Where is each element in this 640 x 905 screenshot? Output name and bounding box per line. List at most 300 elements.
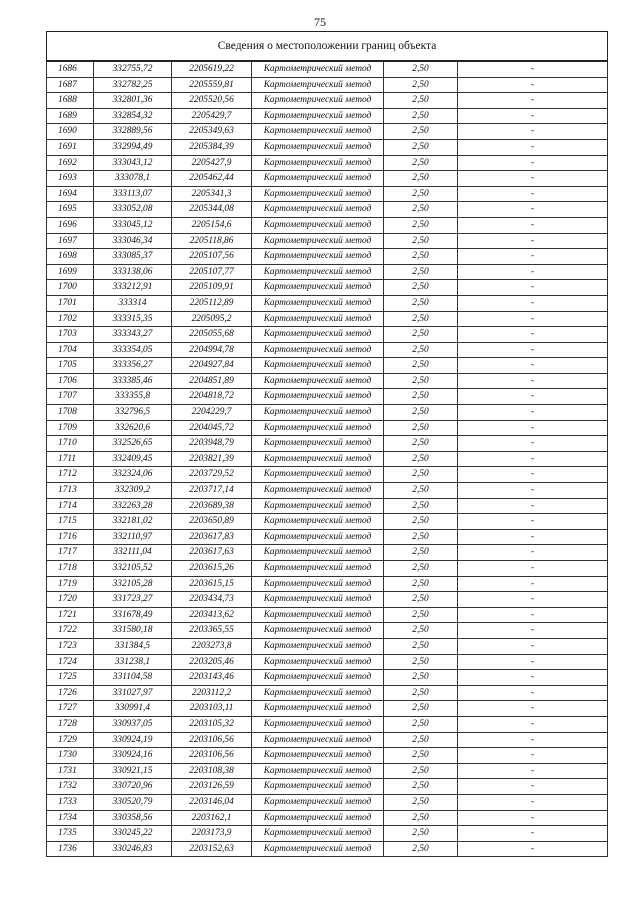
accuracy-cell: 2,50 bbox=[384, 529, 458, 545]
table-row bbox=[47, 186, 608, 202]
description-cell: - bbox=[458, 638, 608, 654]
point-number-cell: 1699 bbox=[47, 264, 94, 280]
description-cell: - bbox=[458, 186, 608, 202]
description-cell: - bbox=[458, 826, 608, 842]
y-coordinate-cell: 2203617,63 bbox=[172, 545, 252, 561]
point-number-cell: 1723 bbox=[47, 638, 94, 654]
x-coordinate-cell: 332889,56 bbox=[94, 124, 172, 140]
table-row bbox=[47, 295, 608, 311]
description-cell: - bbox=[458, 124, 608, 140]
accuracy-cell: 2,50 bbox=[384, 623, 458, 639]
y-coordinate-cell: 2203717,14 bbox=[172, 483, 252, 499]
x-coordinate-cell: 330921,15 bbox=[94, 763, 172, 779]
x-coordinate-cell: 331384,5 bbox=[94, 638, 172, 654]
y-coordinate-cell: 2203413,62 bbox=[172, 607, 252, 623]
method-cell: Картометрический метод bbox=[252, 763, 384, 779]
table-row bbox=[47, 436, 608, 452]
y-coordinate-cell: 2205107,77 bbox=[172, 264, 252, 280]
x-coordinate-cell: 333385,46 bbox=[94, 373, 172, 389]
table-row bbox=[47, 576, 608, 592]
y-coordinate-cell: 2205118,86 bbox=[172, 233, 252, 249]
accuracy-cell: 2,50 bbox=[384, 420, 458, 436]
description-cell: - bbox=[458, 264, 608, 280]
description-cell: - bbox=[458, 514, 608, 530]
y-coordinate-cell: 2205559,81 bbox=[172, 77, 252, 93]
point-number-cell: 1709 bbox=[47, 420, 94, 436]
y-coordinate-cell: 2205107,56 bbox=[172, 249, 252, 265]
y-coordinate-cell: 2205109,91 bbox=[172, 280, 252, 296]
y-coordinate-cell: 2203108,38 bbox=[172, 763, 252, 779]
accuracy-cell: 2,50 bbox=[384, 607, 458, 623]
description-cell: - bbox=[458, 61, 608, 77]
x-coordinate-cell: 332620,6 bbox=[94, 420, 172, 436]
point-number-cell: 1730 bbox=[47, 748, 94, 764]
y-coordinate-cell: 2204994,78 bbox=[172, 342, 252, 358]
table-row bbox=[47, 514, 608, 530]
x-coordinate-cell: 332110,97 bbox=[94, 529, 172, 545]
point-number-cell: 1694 bbox=[47, 186, 94, 202]
y-coordinate-cell: 2205055,68 bbox=[172, 327, 252, 343]
table-row bbox=[47, 171, 608, 187]
description-cell: - bbox=[458, 155, 608, 171]
method-cell: Картометрический метод bbox=[252, 373, 384, 389]
x-coordinate-cell: 332324,06 bbox=[94, 467, 172, 483]
point-number-cell: 1727 bbox=[47, 701, 94, 717]
accuracy-cell: 2,50 bbox=[384, 670, 458, 686]
description-cell: - bbox=[458, 763, 608, 779]
method-cell: Картометрический метод bbox=[252, 61, 384, 77]
table-row bbox=[47, 451, 608, 467]
method-cell: Картометрический метод bbox=[252, 638, 384, 654]
description-cell: - bbox=[458, 342, 608, 358]
x-coordinate-cell: 331238,1 bbox=[94, 654, 172, 670]
description-cell: - bbox=[458, 779, 608, 795]
accuracy-cell: 2,50 bbox=[384, 498, 458, 514]
x-coordinate-cell: 333138,06 bbox=[94, 264, 172, 280]
method-cell: Картометрический метод bbox=[252, 264, 384, 280]
x-coordinate-cell: 331678,49 bbox=[94, 607, 172, 623]
point-number-cell: 1733 bbox=[47, 794, 94, 810]
accuracy-cell: 2,50 bbox=[384, 124, 458, 140]
accuracy-cell: 2,50 bbox=[384, 654, 458, 670]
table-row bbox=[47, 748, 608, 764]
description-cell: - bbox=[458, 295, 608, 311]
x-coordinate-cell: 331723,27 bbox=[94, 592, 172, 608]
table-row bbox=[47, 467, 608, 483]
y-coordinate-cell: 2204229,7 bbox=[172, 405, 252, 421]
method-cell: Картометрический метод bbox=[252, 139, 384, 155]
description-cell: - bbox=[458, 545, 608, 561]
method-cell: Картометрический метод bbox=[252, 810, 384, 826]
point-number-cell: 1697 bbox=[47, 233, 94, 249]
x-coordinate-cell: 332994,49 bbox=[94, 139, 172, 155]
point-number-cell: 1703 bbox=[47, 327, 94, 343]
y-coordinate-cell: 2205349,63 bbox=[172, 124, 252, 140]
accuracy-cell: 2,50 bbox=[384, 249, 458, 265]
table-row bbox=[47, 826, 608, 842]
table-row bbox=[47, 108, 608, 124]
x-coordinate-cell: 332796,5 bbox=[94, 405, 172, 421]
description-cell: - bbox=[458, 732, 608, 748]
y-coordinate-cell: 2203650,89 bbox=[172, 514, 252, 530]
point-number-cell: 1686 bbox=[47, 61, 94, 77]
description-cell: - bbox=[458, 280, 608, 296]
point-number-cell: 1713 bbox=[47, 483, 94, 499]
method-cell: Картометрический метод bbox=[252, 295, 384, 311]
description-cell: - bbox=[458, 389, 608, 405]
accuracy-cell: 2,50 bbox=[384, 155, 458, 171]
x-coordinate-cell: 333085,37 bbox=[94, 249, 172, 265]
method-cell: Картометрический метод bbox=[252, 576, 384, 592]
x-coordinate-cell: 332782,25 bbox=[94, 77, 172, 93]
x-coordinate-cell: 330245,22 bbox=[94, 826, 172, 842]
y-coordinate-cell: 2203615,26 bbox=[172, 561, 252, 577]
method-cell: Картометрический метод bbox=[252, 217, 384, 233]
accuracy-cell: 2,50 bbox=[384, 373, 458, 389]
accuracy-cell: 2,50 bbox=[384, 483, 458, 499]
description-cell: - bbox=[458, 483, 608, 499]
point-number-cell: 1708 bbox=[47, 405, 94, 421]
description-cell: - bbox=[458, 249, 608, 265]
accuracy-cell: 2,50 bbox=[384, 186, 458, 202]
table-row bbox=[47, 61, 608, 77]
accuracy-cell: 2,50 bbox=[384, 576, 458, 592]
x-coordinate-cell: 333043,12 bbox=[94, 155, 172, 171]
method-cell: Картометрический метод bbox=[252, 249, 384, 265]
x-coordinate-cell: 332309,2 bbox=[94, 483, 172, 499]
accuracy-cell: 2,50 bbox=[384, 794, 458, 810]
point-number-cell: 1735 bbox=[47, 826, 94, 842]
description-cell: - bbox=[458, 217, 608, 233]
y-coordinate-cell: 2203617,83 bbox=[172, 529, 252, 545]
y-coordinate-cell: 2205095,2 bbox=[172, 311, 252, 327]
method-cell: Картометрический метод bbox=[252, 124, 384, 140]
method-cell: Картометрический метод bbox=[252, 155, 384, 171]
description-cell: - bbox=[458, 202, 608, 218]
point-number-cell: 1702 bbox=[47, 311, 94, 327]
method-cell: Картометрический метод bbox=[252, 405, 384, 421]
table-body bbox=[47, 61, 608, 857]
description-cell: - bbox=[458, 561, 608, 577]
y-coordinate-cell: 2203205,46 bbox=[172, 654, 252, 670]
description-cell: - bbox=[458, 311, 608, 327]
point-number-cell: 1700 bbox=[47, 280, 94, 296]
accuracy-cell: 2,50 bbox=[384, 451, 458, 467]
point-number-cell: 1693 bbox=[47, 171, 94, 187]
accuracy-cell: 2,50 bbox=[384, 701, 458, 717]
description-cell: - bbox=[458, 592, 608, 608]
accuracy-cell: 2,50 bbox=[384, 779, 458, 795]
method-cell: Картометрический метод bbox=[252, 186, 384, 202]
table-row bbox=[47, 124, 608, 140]
y-coordinate-cell: 2203103,11 bbox=[172, 701, 252, 717]
description-cell: - bbox=[458, 529, 608, 545]
x-coordinate-cell: 332105,28 bbox=[94, 576, 172, 592]
point-number-cell: 1714 bbox=[47, 498, 94, 514]
description-cell: - bbox=[458, 171, 608, 187]
point-number-cell: 1705 bbox=[47, 358, 94, 374]
y-coordinate-cell: 2204927,84 bbox=[172, 358, 252, 374]
method-cell: Картометрический метод bbox=[252, 420, 384, 436]
table-row bbox=[47, 264, 608, 280]
x-coordinate-cell: 333046,34 bbox=[94, 233, 172, 249]
accuracy-cell: 2,50 bbox=[384, 77, 458, 93]
x-coordinate-cell: 332263,28 bbox=[94, 498, 172, 514]
table-row bbox=[47, 405, 608, 421]
method-cell: Картометрический метод bbox=[252, 841, 384, 857]
accuracy-cell: 2,50 bbox=[384, 311, 458, 327]
point-number-cell: 1689 bbox=[47, 108, 94, 124]
description-cell: - bbox=[458, 405, 608, 421]
x-coordinate-cell: 333354,05 bbox=[94, 342, 172, 358]
accuracy-cell: 2,50 bbox=[384, 342, 458, 358]
description-cell: - bbox=[458, 623, 608, 639]
y-coordinate-cell: 2203434,73 bbox=[172, 592, 252, 608]
point-number-cell: 1712 bbox=[47, 467, 94, 483]
table-row bbox=[47, 779, 608, 795]
point-number-cell: 1704 bbox=[47, 342, 94, 358]
table-row bbox=[47, 483, 608, 499]
method-cell: Картометрический метод bbox=[252, 389, 384, 405]
accuracy-cell: 2,50 bbox=[384, 93, 458, 109]
x-coordinate-cell: 333212,91 bbox=[94, 280, 172, 296]
description-cell: - bbox=[458, 451, 608, 467]
x-coordinate-cell: 332105,52 bbox=[94, 561, 172, 577]
x-coordinate-cell: 332181,02 bbox=[94, 514, 172, 530]
method-cell: Картометрический метод bbox=[252, 233, 384, 249]
description-cell: - bbox=[458, 498, 608, 514]
description-cell: - bbox=[458, 77, 608, 93]
accuracy-cell: 2,50 bbox=[384, 108, 458, 124]
point-number-cell: 1728 bbox=[47, 716, 94, 732]
method-cell: Картометрический метод bbox=[252, 529, 384, 545]
x-coordinate-cell: 330924,19 bbox=[94, 732, 172, 748]
method-cell: Картометрический метод bbox=[252, 826, 384, 842]
table-row bbox=[47, 327, 608, 343]
accuracy-cell: 2,50 bbox=[384, 561, 458, 577]
method-cell: Картометрический метод bbox=[252, 592, 384, 608]
accuracy-cell: 2,50 bbox=[384, 139, 458, 155]
accuracy-cell: 2,50 bbox=[384, 748, 458, 764]
point-number-cell: 1711 bbox=[47, 451, 94, 467]
accuracy-cell: 2,50 bbox=[384, 638, 458, 654]
method-cell: Картометрический метод bbox=[252, 623, 384, 639]
table-row bbox=[47, 342, 608, 358]
accuracy-cell: 2,50 bbox=[384, 61, 458, 77]
x-coordinate-cell: 333052,08 bbox=[94, 202, 172, 218]
table-row bbox=[47, 623, 608, 639]
method-cell: Картометрический метод bbox=[252, 701, 384, 717]
accuracy-cell: 2,50 bbox=[384, 295, 458, 311]
table-row bbox=[47, 311, 608, 327]
y-coordinate-cell: 2203106,56 bbox=[172, 748, 252, 764]
point-number-cell: 1736 bbox=[47, 841, 94, 857]
x-coordinate-cell: 331104,58 bbox=[94, 670, 172, 686]
accuracy-cell: 2,50 bbox=[384, 514, 458, 530]
y-coordinate-cell: 2203152,63 bbox=[172, 841, 252, 857]
description-cell: - bbox=[458, 139, 608, 155]
method-cell: Картометрический метод bbox=[252, 748, 384, 764]
x-coordinate-cell: 331027,97 bbox=[94, 685, 172, 701]
table-row bbox=[47, 654, 608, 670]
y-coordinate-cell: 2205344,08 bbox=[172, 202, 252, 218]
description-cell: - bbox=[458, 685, 608, 701]
table-row bbox=[47, 202, 608, 218]
method-cell: Картометрический метод bbox=[252, 202, 384, 218]
y-coordinate-cell: 2203126,59 bbox=[172, 779, 252, 795]
accuracy-cell: 2,50 bbox=[384, 217, 458, 233]
point-number-cell: 1725 bbox=[47, 670, 94, 686]
method-cell: Картометрический метод bbox=[252, 171, 384, 187]
point-number-cell: 1692 bbox=[47, 155, 94, 171]
point-number-cell: 1732 bbox=[47, 779, 94, 795]
table-row bbox=[47, 77, 608, 93]
method-cell: Картометрический метод bbox=[252, 561, 384, 577]
description-cell: - bbox=[458, 607, 608, 623]
accuracy-cell: 2,50 bbox=[384, 545, 458, 561]
table-row bbox=[47, 841, 608, 857]
description-cell: - bbox=[458, 716, 608, 732]
method-cell: Картометрический метод bbox=[252, 794, 384, 810]
method-cell: Картометрический метод bbox=[252, 451, 384, 467]
x-coordinate-cell: 330520,79 bbox=[94, 794, 172, 810]
description-cell: - bbox=[458, 327, 608, 343]
table-row bbox=[47, 217, 608, 233]
x-coordinate-cell: 333314 bbox=[94, 295, 172, 311]
y-coordinate-cell: 2203821,39 bbox=[172, 451, 252, 467]
method-cell: Картометрический метод bbox=[252, 280, 384, 296]
x-coordinate-cell: 333113,07 bbox=[94, 186, 172, 202]
x-coordinate-cell: 330358,56 bbox=[94, 810, 172, 826]
y-coordinate-cell: 2205619,22 bbox=[172, 61, 252, 77]
table-row bbox=[47, 701, 608, 717]
x-coordinate-cell: 333045,12 bbox=[94, 217, 172, 233]
table-title: Сведения о местоположении границ объекта bbox=[47, 32, 608, 62]
point-number-cell: 1720 bbox=[47, 592, 94, 608]
point-number-cell: 1698 bbox=[47, 249, 94, 265]
table-row bbox=[47, 233, 608, 249]
description-cell: - bbox=[458, 841, 608, 857]
accuracy-cell: 2,50 bbox=[384, 202, 458, 218]
accuracy-cell: 2,50 bbox=[384, 171, 458, 187]
method-cell: Картометрический метод bbox=[252, 436, 384, 452]
method-cell: Картометрический метод bbox=[252, 498, 384, 514]
x-coordinate-cell: 332526,65 bbox=[94, 436, 172, 452]
y-coordinate-cell: 2203162,1 bbox=[172, 810, 252, 826]
x-coordinate-cell: 330924,16 bbox=[94, 748, 172, 764]
y-coordinate-cell: 2204818,72 bbox=[172, 389, 252, 405]
table-row bbox=[47, 607, 608, 623]
x-coordinate-cell: 332801,36 bbox=[94, 93, 172, 109]
method-cell: Картометрический метод bbox=[252, 779, 384, 795]
method-cell: Картометрический метод bbox=[252, 467, 384, 483]
method-cell: Картометрический метод bbox=[252, 607, 384, 623]
y-coordinate-cell: 2203729,52 bbox=[172, 467, 252, 483]
point-number-cell: 1734 bbox=[47, 810, 94, 826]
method-cell: Картометрический метод bbox=[252, 654, 384, 670]
method-cell: Картометрический метод bbox=[252, 108, 384, 124]
point-number-cell: 1726 bbox=[47, 685, 94, 701]
point-number-cell: 1707 bbox=[47, 389, 94, 405]
y-coordinate-cell: 2203948,79 bbox=[172, 436, 252, 452]
y-coordinate-cell: 2205384,39 bbox=[172, 139, 252, 155]
y-coordinate-cell: 2203615,15 bbox=[172, 576, 252, 592]
point-number-cell: 1706 bbox=[47, 373, 94, 389]
point-number-cell: 1722 bbox=[47, 623, 94, 639]
method-cell: Картометрический метод bbox=[252, 732, 384, 748]
description-cell: - bbox=[458, 420, 608, 436]
y-coordinate-cell: 2205429,7 bbox=[172, 108, 252, 124]
description-cell: - bbox=[458, 233, 608, 249]
method-cell: Картометрический метод bbox=[252, 342, 384, 358]
table-row bbox=[47, 732, 608, 748]
point-number-cell: 1716 bbox=[47, 529, 94, 545]
table-row bbox=[47, 358, 608, 374]
accuracy-cell: 2,50 bbox=[384, 592, 458, 608]
method-cell: Картометрический метод bbox=[252, 685, 384, 701]
accuracy-cell: 2,50 bbox=[384, 810, 458, 826]
y-coordinate-cell: 2205427,9 bbox=[172, 155, 252, 171]
point-number-cell: 1724 bbox=[47, 654, 94, 670]
table-row bbox=[47, 249, 608, 265]
accuracy-cell: 2,50 bbox=[384, 280, 458, 296]
method-cell: Картометрический метод bbox=[252, 358, 384, 374]
point-number-cell: 1721 bbox=[47, 607, 94, 623]
y-coordinate-cell: 2203365,55 bbox=[172, 623, 252, 639]
y-coordinate-cell: 2204851,89 bbox=[172, 373, 252, 389]
description-cell: - bbox=[458, 358, 608, 374]
y-coordinate-cell: 2205520,56 bbox=[172, 93, 252, 109]
point-number-cell: 1695 bbox=[47, 202, 94, 218]
accuracy-cell: 2,50 bbox=[384, 358, 458, 374]
boundary-table-container bbox=[46, 31, 607, 857]
point-number-cell: 1715 bbox=[47, 514, 94, 530]
point-number-cell: 1710 bbox=[47, 436, 94, 452]
description-cell: - bbox=[458, 373, 608, 389]
table-row bbox=[47, 810, 608, 826]
point-number-cell: 1701 bbox=[47, 295, 94, 311]
y-coordinate-cell: 2205112,89 bbox=[172, 295, 252, 311]
table-row bbox=[47, 545, 608, 561]
accuracy-cell: 2,50 bbox=[384, 716, 458, 732]
y-coordinate-cell: 2203106,56 bbox=[172, 732, 252, 748]
accuracy-cell: 2,50 bbox=[384, 763, 458, 779]
y-coordinate-cell: 2203273,8 bbox=[172, 638, 252, 654]
table-row bbox=[47, 139, 608, 155]
y-coordinate-cell: 2204045,72 bbox=[172, 420, 252, 436]
table-row bbox=[47, 716, 608, 732]
table-row bbox=[47, 763, 608, 779]
y-coordinate-cell: 2205154,6 bbox=[172, 217, 252, 233]
table-row bbox=[47, 373, 608, 389]
table-row bbox=[47, 389, 608, 405]
table-row bbox=[47, 638, 608, 654]
accuracy-cell: 2,50 bbox=[384, 732, 458, 748]
method-cell: Картометрический метод bbox=[252, 93, 384, 109]
x-coordinate-cell: 333343,27 bbox=[94, 327, 172, 343]
description-cell: - bbox=[458, 436, 608, 452]
table-row bbox=[47, 420, 608, 436]
accuracy-cell: 2,50 bbox=[384, 436, 458, 452]
description-cell: - bbox=[458, 576, 608, 592]
x-coordinate-cell: 333355,8 bbox=[94, 389, 172, 405]
accuracy-cell: 2,50 bbox=[384, 264, 458, 280]
description-cell: - bbox=[458, 467, 608, 483]
table-row bbox=[47, 529, 608, 545]
x-coordinate-cell: 333315,35 bbox=[94, 311, 172, 327]
method-cell: Картометрический метод bbox=[252, 77, 384, 93]
point-number-cell: 1719 bbox=[47, 576, 94, 592]
